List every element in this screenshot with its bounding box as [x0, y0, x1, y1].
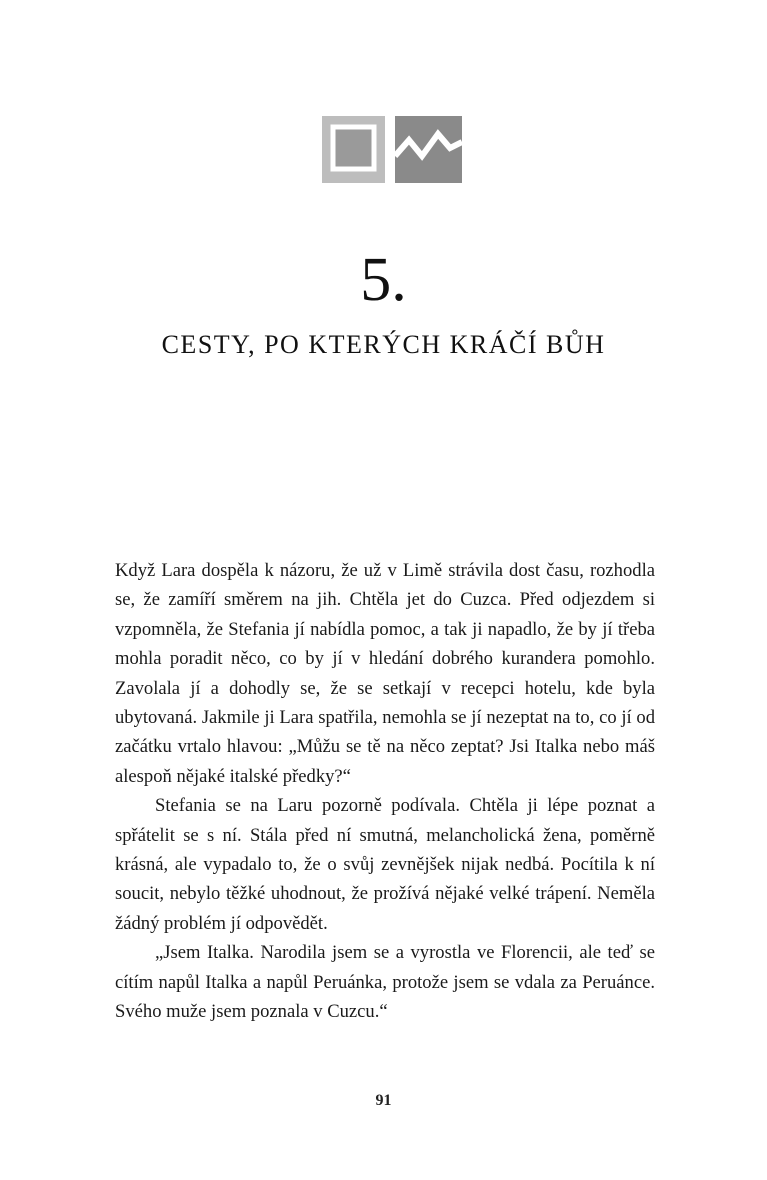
paragraph: Stefania se na Laru pozorně podívala. Chtěla ji lépe poznat a spřátelit se s ní. Stála před ní smutná, melancholická žena, poměrně krásná, ale vypadalo to, že o svůj zevnějšek nijak nedbá. Pocítila k ní soucit, nebylo těžké uhodnout, že prožívá nějaké velké trápení. Neměla žádný problém jí odpovědět. [115, 795, 655, 934]
body-text [115, 556, 655, 1027]
logo-square-inner [333, 127, 374, 169]
framed-square-and-mountain-logo [322, 116, 462, 183]
paragraph: Když Lara dospěla k názoru, že už v Limě strávila dost času, rozhodla se, že zamíří směrem na jih. Chtěla jet do Cuzca. Před odjezdem si vzpomněla, že Stefania jí nabídla pomoc, a tak ji napadlo, že by jí třeba mohla poradit něco, co by jí v hledání dobrého kurandera pomohlo. Zavolala jí a dohodly se, že se setkají v recepci hotelu, kde byla ubytovaná. Jakmile ji Lara spatřila, nemohla se jí nezeptat na to, co jí od začátku vrtalo hlavou: „Můžu se tě na něco zeptat? Jsi Italka nebo máš alespoň nějaké italské předky?“ [115, 560, 655, 787]
page-number: 91 [375, 1092, 392, 1109]
logo-graphic [322, 116, 462, 183]
chapter-number: 5. [360, 246, 407, 314]
paragraph: „Jsem Italka. Narodila jsem se a vyrostla ve Florencii, ale teď se cítím napůl Italka a napůl Peruánka, protože jsem se vdala za Peruánce. Svého muže jsem poznala v Cuzcu.“ [115, 942, 655, 1023]
chapter-title: CESTY, PO KTERÝCH KRÁČÍ BŮH [161, 330, 606, 359]
